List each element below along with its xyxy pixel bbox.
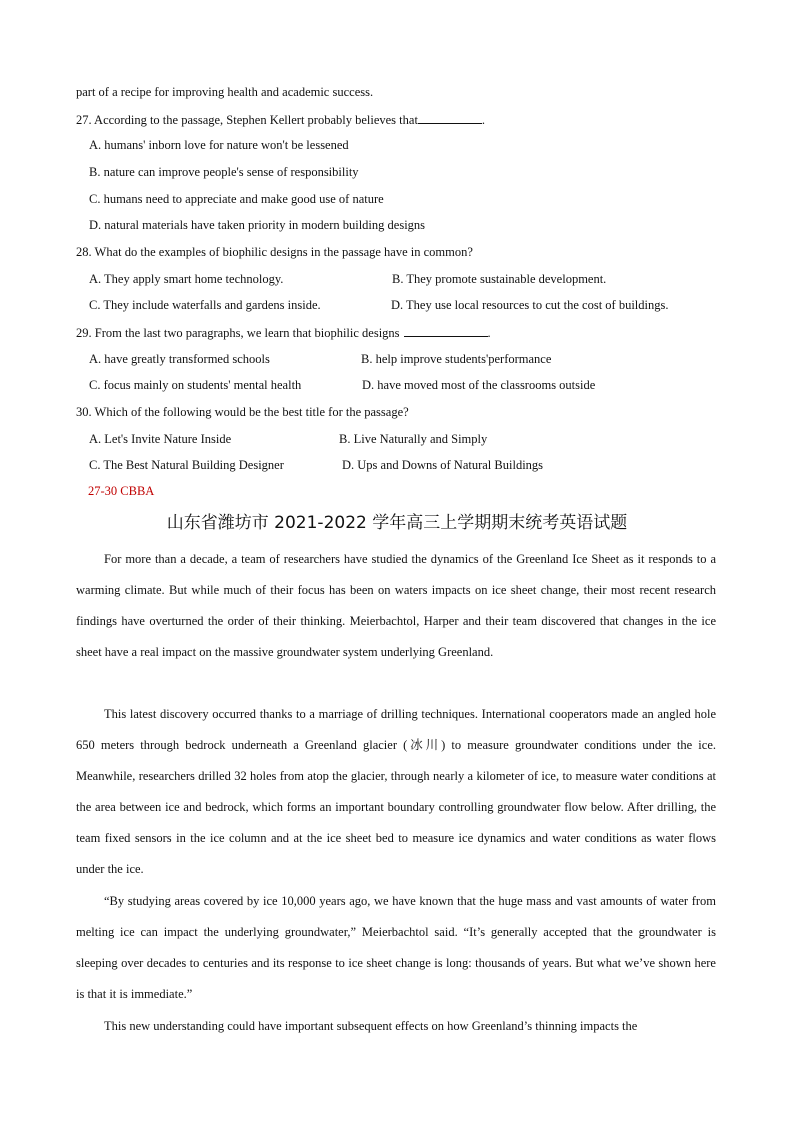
passage-paragraph-2 bbox=[76, 699, 716, 885]
stem-period: . bbox=[487, 326, 491, 340]
q30-option-a: A. Let's Invite Nature Inside bbox=[89, 432, 232, 446]
stem-period: . bbox=[481, 113, 486, 127]
question-27-stem bbox=[76, 111, 485, 128]
q29-option-d: D. have moved most of the classrooms outside bbox=[362, 378, 596, 392]
passage-paragraph-4 bbox=[76, 1011, 716, 1042]
q27-option-a: A. humans' inborn love for nature won't be lessened bbox=[89, 138, 349, 152]
exam-title: 山东省潍坊市 2021-2022 学年高三上学期期末统考英语试题 bbox=[166, 513, 628, 533]
question-27-text: 27. According to the passage, Stephen Kellert probably believes that bbox=[76, 113, 418, 127]
question-29-stem bbox=[76, 324, 491, 341]
paragraph-1-text: For more than a decade, a team of researchers have studied the dynamics of the Greenland Ice Sheet as it responds to a warming climate. But while much of their focus has been on waters impacts on ice sheet change, their most recent research findings have overturned the order of their thinking. Meierbachtol, Harper and their team discovered that changes in the ice sheet have a real impact on the massive groundwater system underlying Greenland. bbox=[76, 552, 716, 659]
paragraph-3-text: “By studying areas covered by ice 10,000 years ago, we have known that the huge mass and vast amounts of water from melting ice can impact the underlying groundwater,” Meierbachtol said. “It’s generally accepted that the groundwater is sleeping over decades to centuries and its response to ice sheet change is long: thousands of years. But what we’ve shown here is that it is immediate.” bbox=[76, 894, 716, 1001]
question-30-stem: 30. Which of the following would be the best title for the passage? bbox=[76, 405, 409, 419]
lead-in-text: part of a recipe for improving health and academic success. bbox=[76, 85, 374, 99]
q30-option-d: D. Ups and Downs of Natural Buildings bbox=[342, 458, 544, 472]
q27-option-c: C. humans need to appreciate and make good use of nature bbox=[89, 192, 384, 206]
paragraph-2-text: This latest discovery occurred thanks to a marriage of drilling techniques. International cooperators made an angled hole 650 meters through bedrock underneath a Greenland glacier (冰川) to measure groundwater conditions under the ice. Meanwhile, researchers drilled 32 holes from atop the glacier, through nearly a kilometer of ice, to measure water conditions at the area between ice and bedrock, which forms an important boundary controlling groundwater flow below. After drilling, the team fixed sensors in the ice column and at the ice sheet bed to measure ice dynamics and water conditions as water flows under the ice. bbox=[76, 707, 716, 876]
question-28-stem: 28. What do the examples of biophilic designs in the passage have in common? bbox=[76, 245, 473, 259]
passage-paragraph-1 bbox=[76, 544, 716, 668]
q29-option-a: A. have greatly transformed schools bbox=[89, 352, 270, 366]
passage-paragraph-3 bbox=[76, 886, 716, 1010]
q27-option-b: B. nature can improve people's sense of responsibility bbox=[89, 165, 359, 179]
answer-key: 27-30 CBBA bbox=[88, 484, 155, 498]
question-29-text: 29. From the last two paragraphs, we learn that biophilic designs bbox=[76, 326, 400, 340]
q30-option-b: B. Live Naturally and Simply bbox=[339, 432, 488, 446]
q28-option-c: C. They include waterfalls and gardens inside. bbox=[89, 298, 321, 312]
q30-option-c: C. The Best Natural Building Designer bbox=[89, 458, 284, 472]
q29-option-c: C. focus mainly on students' mental health bbox=[89, 378, 302, 392]
q28-option-b: B. They promote sustainable development. bbox=[392, 272, 607, 286]
answer-blank bbox=[404, 324, 488, 337]
q27-option-d: D. natural materials have taken priority in modern building designs bbox=[89, 218, 426, 232]
q28-option-a: A. They apply smart home technology. bbox=[89, 272, 284, 286]
paragraph-4-text: This new understanding could have important subsequent effects on how Greenland’s thinning impacts the bbox=[104, 1019, 638, 1033]
q29-option-b: B. help improve students'performance bbox=[361, 352, 552, 366]
answer-blank bbox=[418, 111, 482, 124]
q28-option-d: D. They use local resources to cut the cost of buildings. bbox=[391, 298, 669, 312]
